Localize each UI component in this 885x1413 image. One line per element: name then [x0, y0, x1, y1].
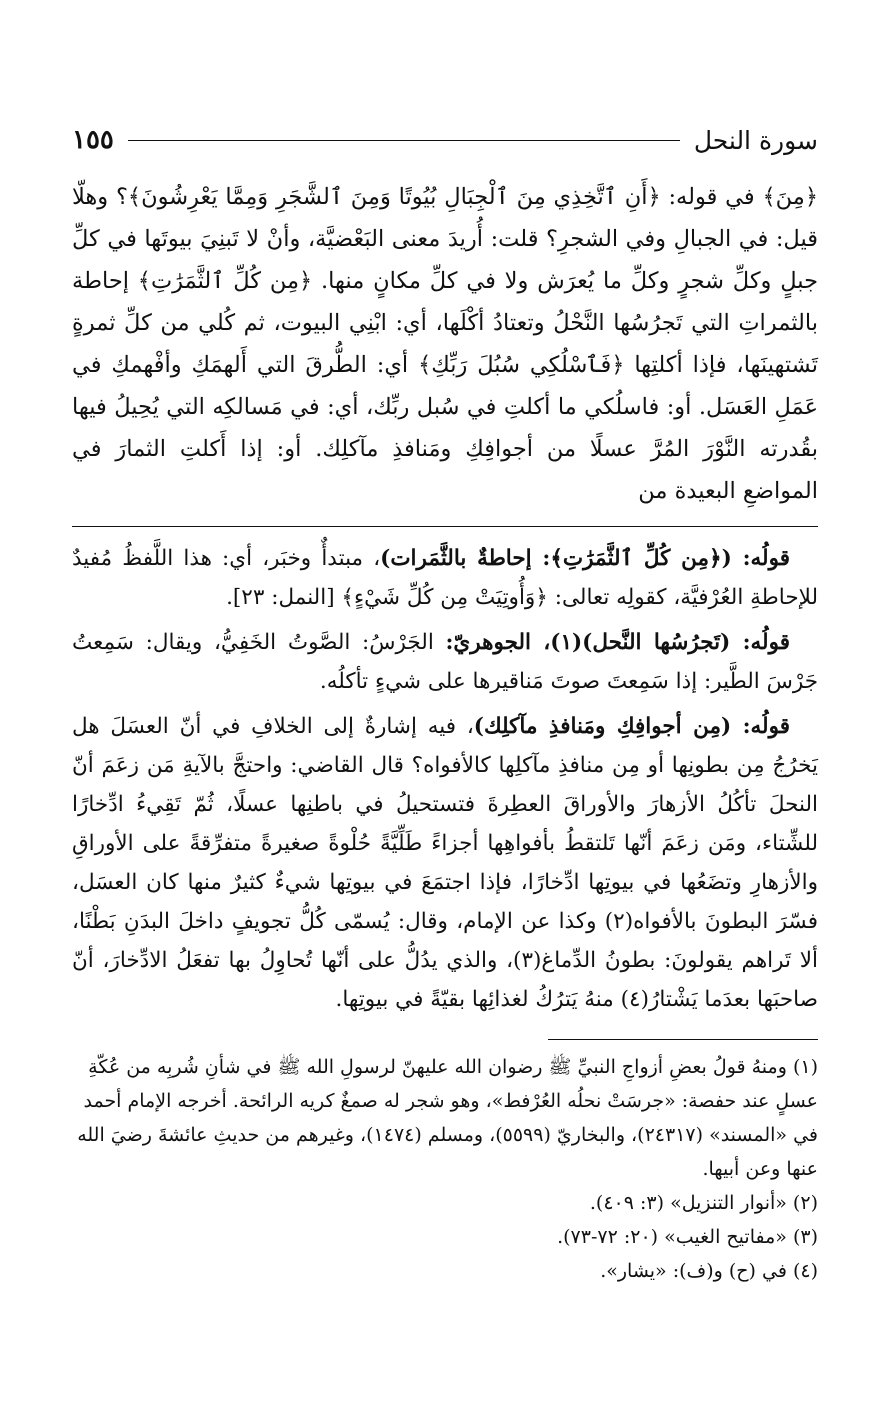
commentary-lead: قولُه: (﴿مِن كُلِّ ٱلثَّمَرَٰتِ﴾: إحاطةٌ بالثَّمَرات) — [380, 546, 790, 571]
footnote: (٤) في (ح) و(ف): «يشار». — [600, 1260, 818, 1282]
commentary-text: ، مبتدأٌ وخبَر، أي: هذا اللَّفظُ مُفيدٌ للإحاطةِ العُرْفيَّة، كقولِه تعالى: ﴿وَأُوتِيَتْ مِن كُلِّ شَيْءٍ﴾ [النمل: ٢٣]. — [72, 546, 818, 610]
main-paragraph: ﴿مِنَ﴾ في قوله: ﴿أَنِ ٱتَّخِذِي مِنَ ٱلْجِبَالِ بُيُوتًا وَمِنَ ٱلشَّجَرِ وَمِمَّا يَعْرِشُونَ﴾؟ وهلّا قيل: في الجبالِ وفي الشجرِ؟ قلت: أُريدَ معنى البَعْضيَّة، وأنْ لا تَبنِيَ بيوتَها في كلِّ جبلٍ وكلِّ شجرٍ وكلِّ ما يُعرَش ولا في كلِّ مكانٍ منها. ﴿مِن كُلِّ ٱلثَّمَرَٰتِ﴾ إحاطة بالثمراتِ التي تَجرُسُها النَّحْلُ وتعتادُ أكْلَها، أي: ابْنِي البيوت، ثم كُلي من كلِّ ثمرةٍ تَشتهينَها، فإذا أكلتِها ﴿فَٱسْلُكِي سُبُلَ رَبِّكِ﴾ أي: الطُّرقَ التي أَلهمَكِ وأفْهمكِ في عَمَلِ العَسَل. أو: فاسلُكي ما أكلتِ في سُبل ربِّك، أي: في مَسالكِه التي يُحِيلُ فيها بقُدرته النَّوْرَ المُرَّ عسلًا من أجوافِكِ ومَنافذِ مآكلِك. أو: إذا أَكلتِ الثمارَ في المواضعِ البعيدة من — [72, 184, 818, 504]
header-rule — [128, 140, 680, 141]
commentary-paragraph — [72, 623, 818, 701]
main-text — [72, 176, 818, 512]
commentary-paragraph — [72, 707, 818, 1019]
page-number: ١٥٥ — [72, 125, 114, 155]
footnote: (٣) «مفاتيح الغيب» (٢٠: ٧٢-٧٣). — [557, 1226, 818, 1248]
running-header — [72, 118, 818, 162]
book-page — [72, 118, 818, 1368]
footnote: (٢) «أنوار التنزيل» (٣: ٤٠٩). — [589, 1192, 818, 1214]
surah-title: سورة النحل — [693, 125, 818, 155]
footnote: (١) ومنهُ قولُ بعضِ أزواجِ النبيِّ ﷺ رضوان الله عليهنّ لرسولِ الله ﷺ في شأنِ شُربِه من عُكّةِ عسلٍ عند حفصة: «جرسَتْ نحلُه العُرْفط»، وهو شجر له صمغٌ كريه الرائحة. أخرجه الإمام أحمد في «المسند» (٢٤٣١٧)، والبخاريّ (٥٥٩٩)، ومسلم (١٤٧٤)، وغيرهم من حديثِ عائشةَ رضيَ الله عنها وعن أبيها. — [77, 1056, 818, 1180]
commentary-lead: قولُه: (تَجرُسُها النَّحل)(١)، الجوهريّ: — [445, 630, 790, 655]
commentary-paragraph — [72, 539, 818, 617]
commentary-text: ، فيه إشارةٌ إلى الخلافِ في أنّ العسَلَ هل يَخرُجُ مِن بطونِها أو مِن منافذِ مآكلِها كالأفواه؟ قال القاضي: واحتجَّ بالآيةِ مَن زعَمَ أنّ النحلَ تأكُلُ الأزهارَ والأوراقَ العطِرةَ فتستحيلُ في باطنِها عسلًا، ثُمّ تَقِيءُ ادِّخارًا للشِّتاء، ومَن زعَمَ أنّها تَلتقطُ بأفواهِها أجزاءً طَلِّيَّةً حُلْوةً صغيرةً متفرِّقةً على الأوراقِ والأزهارِ وتضَعُها في بيوتِها ادِّخارًا، فإذا اجتمَعَ في بيوتِها شيءٌ كثيرٌ منها كان العسَل، فسّرَ البطونَ بالأفواه(٢) وكذا عن الإمام، وقال: يُسمّى كُلُّ تجويفٍ داخلَ البدَنِ بَطْنًا، ألا تَراهم يقولونَ: بطونُ الدِّماغ(٣)، والذي يدُلُّ على أنّها تُحاوِلُ بها تفعَلُ الادِّخارَ، أنّ صاحبَها بعدَما يَشْتارُ(٤) منهُ يَترُكُ لغذائِها بقيّةً في بيوتِها. — [72, 714, 818, 1012]
commentary-separator — [72, 526, 818, 527]
footnote-separator — [548, 1039, 818, 1040]
footnotes — [72, 1050, 818, 1288]
commentary — [72, 539, 818, 1019]
commentary-text: الجَرْسُ: الصَّوتُ الخَفِيُّ، ويقال: سَمِعتُ جَرْسَ الطَّير: إذا سَمِعتَ صوتَ مَناقيرها على شيءٍ تأكلُه. — [72, 630, 818, 694]
commentary-lead: قولُه: (مِن أجوافِكِ ومَنافذِ مآكلِك) — [473, 714, 790, 739]
